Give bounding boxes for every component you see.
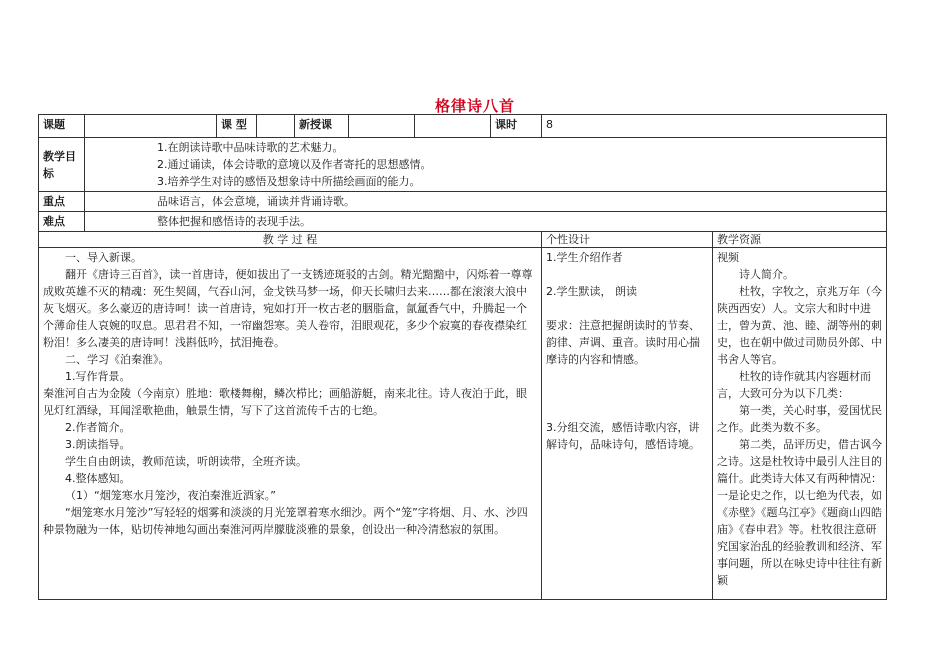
process-para: 秦淮河自古为金陵（今南京）胜地：歌楼舞榭，鳞次栉比；画船游艇，南来北往。诗人夜泊于此，眼见灯红酒绿，耳闻淫歌艳曲，触景生情，写下了这首流传千古的七绝。 bbox=[43, 387, 527, 417]
process-para: 3.朗读指导。 bbox=[65, 438, 131, 451]
key-points-value: 品味语言，体会意境，诵读并背诵诗歌。 bbox=[85, 192, 887, 212]
design-item: 2.学生默读， 朗读 bbox=[546, 285, 637, 298]
design-column bbox=[542, 248, 713, 600]
hours-label: 课时 bbox=[491, 115, 542, 138]
resource-item: 诗人简介。 bbox=[739, 268, 794, 281]
process-column bbox=[39, 248, 542, 600]
goals-label: 教学目标 bbox=[39, 138, 85, 192]
hours-value: 8 bbox=[542, 115, 887, 138]
design-header: 个性设计 bbox=[542, 232, 713, 248]
resources-column bbox=[713, 248, 887, 600]
resource-item: 第一类，关心时事，爱国忧民之作。此类为数不多。 bbox=[717, 404, 882, 434]
resources-header: 教学资源 bbox=[713, 232, 887, 248]
difficulties-value: 整体把握和感悟诗的表现手法。 bbox=[85, 212, 887, 232]
lesson-plan-table bbox=[38, 114, 887, 600]
resource-item: 视频 bbox=[717, 251, 739, 264]
page-title: 格律诗八首 bbox=[434, 97, 515, 115]
goal-item: 3.培养学生对诗的感悟及想象诗中所描绘画面的能力。 bbox=[157, 175, 421, 188]
resource-item: 杜牧的诗作就其内容题材而言，大致可分为以下几类： bbox=[717, 370, 871, 400]
resource-item: 第二类，品评历史，借古讽今之诗。这是杜牧诗中最引人注目的篇什。此类诗大体又有两种情况：一是论史之作，以七绝为代表，如《赤壁》《题乌江亭》《题商山四皓庙》《春申君》等。杜牧很注意研究国家治乱的经验教训和经济、军事问题，所以在咏史诗中往往有新颖 bbox=[717, 438, 882, 587]
process-para: 翻开《唐诗三百首》，读一首唐诗，便如拔出了一支锈迹斑驳的古剑。精光黯黯中，闪烁着一尊尊成败英雄不灭的精魂：死生契阔，气吞山河，金戈铁马梦一场，仰天长啸归去来……都在滚滚大浪中灰飞烟灭。多么豪迈的唐诗呵！读一首唐诗，宛如打开一枚古老的胭脂盒，氤氲香气中，升腾起一个个薄命佳人哀婉的叹息。思君君不知，一帘幽怨寒。美人卷帘，泪眼观花，多少个寂寞的春夜襟染红粉泪！多么凄美的唐诗呵！浅斟低吟，拭泪掩卷。 bbox=[43, 268, 533, 349]
design-item: 要求：注意把握朗读时的节奏、韵律、声调、重音。读时用心揣摩诗的内容和情感。 bbox=[546, 319, 700, 366]
process-para: 一、导入新课。 bbox=[65, 251, 142, 264]
type-value: 新授课 bbox=[295, 115, 349, 138]
process-para: （1）“烟笼寒水月笼沙，夜泊秦淮近酒家。” bbox=[65, 489, 276, 502]
blank-cell-2 bbox=[415, 115, 491, 138]
process-para: 二、学习《泊秦淮》。 bbox=[65, 353, 170, 366]
process-header: 教 学 过 程 bbox=[39, 232, 542, 248]
goal-item: 2.通过诵读，体会诗歌的意境以及作者寄托的思想感情。 bbox=[157, 158, 432, 171]
process-para: 2.作者简介。 bbox=[65, 421, 131, 434]
process-para: 4.整体感知。 bbox=[65, 472, 131, 485]
design-item: 3.分组交流，感悟诗歌内容，讲解诗句，品味诗句，感悟诗境。 bbox=[546, 421, 700, 451]
type-label: 课 型 bbox=[217, 115, 257, 138]
goals-list bbox=[85, 138, 887, 192]
process-para: 1.写作背景。 bbox=[65, 370, 131, 383]
difficulties-label: 难点 bbox=[39, 212, 85, 232]
key-points-label: 重点 bbox=[39, 192, 85, 212]
goal-item: 1.在朗读诗歌中品味诗歌的艺术魅力。 bbox=[157, 141, 344, 154]
design-item: 1.学生介绍作者 bbox=[546, 251, 623, 264]
topic-label: 课题 bbox=[39, 115, 85, 138]
process-para: “烟笼寒水月笼沙”写轻轻的烟雾和淡淡的月光笼罩着寒水细沙。两个“笼”字将烟、月、水、沙四种景物融为一体，贴切传神地勾画出秦淮河两岸朦胧淡雅的景象，创设出一种冷清愁寂的氛围。 bbox=[43, 506, 528, 536]
process-para: 学生自由朗读，教师范读，听朗读带，全班齐读。 bbox=[65, 455, 307, 468]
topic-value bbox=[85, 115, 217, 138]
type-spacer bbox=[257, 115, 295, 138]
resource-item: 杜牧，字牧之，京兆万年（今陕西西安）人。文宗大和时中进士，曾为黄、池、睦、湖等州的刺史，也在朝中做过司勋员外郎、中书舍人等官。 bbox=[717, 285, 882, 366]
blank-cell bbox=[349, 115, 415, 138]
